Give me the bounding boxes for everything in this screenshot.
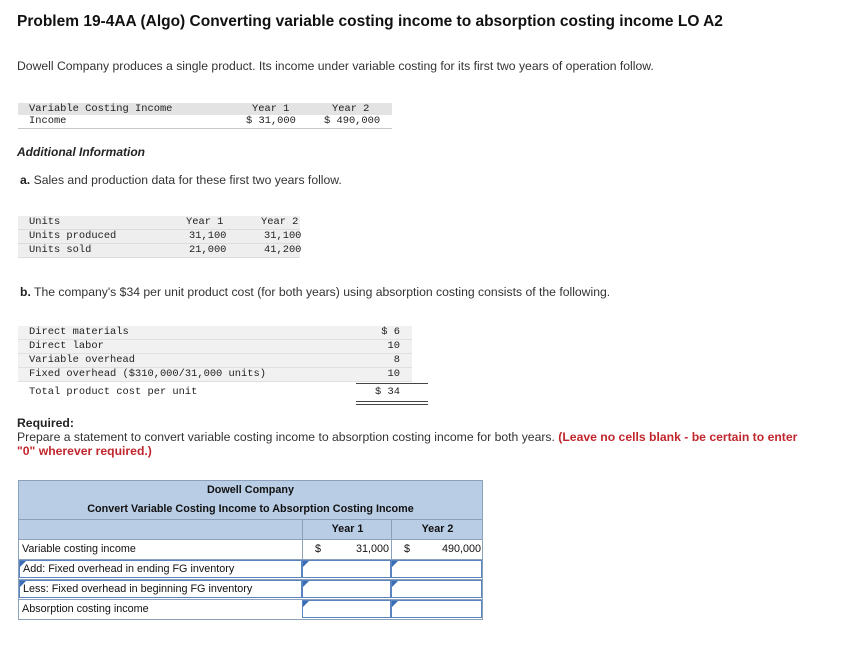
year1-value: $ 31,000: [246, 115, 296, 127]
column-header-year2: Year 2: [421, 523, 454, 535]
table-row-variable-costing-income: [19, 539, 482, 559]
row-label: Units sold: [29, 244, 92, 256]
row-label: Income: [29, 115, 67, 127]
total-row: [18, 386, 412, 399]
total-label: Total product cost per unit: [29, 386, 198, 398]
total-double-underline-top: [356, 401, 428, 402]
label-dropdown-less[interactable]: [19, 580, 302, 598]
part-b-body: The company's $34 per unit product cost (for both years) using absorption costing consists of the following.: [34, 285, 611, 299]
worksheet-title-row: [19, 500, 482, 519]
table-row: [18, 354, 412, 368]
year2-value: $ 490,000: [324, 115, 381, 127]
row-label: Variable overhead: [29, 354, 136, 366]
column-header-year2: Year 2: [261, 216, 299, 228]
table-row: [18, 326, 412, 340]
table-row-absorption-costing-income: [19, 599, 482, 619]
table-row-add-ending-inventory: [19, 559, 482, 579]
column-header-label: Variable Costing Income: [29, 103, 173, 115]
year1-cell: [302, 540, 392, 559]
worksheet-company: Dowell Company: [207, 484, 294, 496]
year2-value: 31,100: [264, 230, 302, 242]
row-label: Direct materials: [29, 326, 129, 338]
row-label: Absorption costing income: [22, 603, 149, 615]
total-double-underline-bottom: [356, 404, 428, 405]
intro-text: Dowell Company produces a single product. Its income under variable costing for its first two years of operation follow.: [17, 59, 654, 73]
table-row: [18, 230, 300, 244]
column-header-year1: Year 1: [331, 523, 364, 535]
column-header-year2: Year 2: [332, 103, 370, 115]
currency-symbol: $: [404, 543, 411, 555]
table-header: [18, 216, 300, 230]
year1-column: [302, 520, 392, 539]
year1-input-add[interactable]: [302, 560, 391, 578]
row-label: Direct labor: [29, 340, 104, 352]
worksheet-company-row: [19, 481, 482, 500]
table-row: [18, 368, 412, 382]
part-b-text: [20, 285, 610, 299]
row-value: 10: [387, 368, 400, 380]
column-header-year1: Year 1: [186, 216, 224, 228]
table-row: [18, 340, 412, 354]
required-text: Prepare a statement to convert variable costing income to absorption costing income for both years.: [17, 430, 555, 444]
worksheet-column-headers: [19, 519, 482, 539]
label-dropdown-add[interactable]: [19, 560, 302, 578]
part-a-letter: a.: [20, 173, 31, 187]
required-label: Required:: [17, 416, 74, 430]
table-row-less-beginning-inventory: [19, 579, 482, 599]
year1-value: 31,100: [189, 230, 227, 242]
column-header-units: Units: [29, 216, 61, 228]
row-value: $ 6: [381, 326, 400, 338]
required-note: (Leave no cells blank - be certain to enter "0" wherever required.): [17, 430, 798, 458]
conversion-worksheet: [18, 480, 483, 620]
year2-input-absorption[interactable]: [391, 600, 482, 618]
row-label: Variable costing income: [22, 543, 136, 555]
year1-value: 21,000: [189, 244, 227, 256]
row-value: 8: [393, 354, 400, 366]
part-a-text: [20, 173, 342, 187]
row-label: Add: Fixed overhead in ending FG inventory: [23, 563, 235, 575]
page-title: Problem 19-4AA (Algo) Converting variable costing income to absorption costing income LO A2: [17, 13, 723, 30]
year2-column: [391, 520, 483, 539]
year1-input-less[interactable]: [302, 580, 391, 598]
total-value: $ 34: [375, 386, 400, 398]
year1-input-absorption[interactable]: [302, 600, 391, 618]
year2-input-less[interactable]: [391, 580, 482, 598]
year2-value: 490,000: [441, 543, 481, 555]
row-value: 10: [387, 340, 400, 352]
product-cost-table: [18, 326, 412, 399]
table-row: [18, 244, 300, 258]
variable-costing-income-table: [18, 103, 392, 129]
year1-value: 31,000: [355, 543, 389, 555]
row-label: Fixed overhead ($310,000/31,000 units): [29, 368, 266, 380]
part-a-body: Sales and production data for these first two years follow.: [33, 173, 342, 187]
additional-information-heading: Additional Information: [17, 145, 145, 159]
column-header-year1: Year 1: [252, 103, 290, 115]
part-b-letter: b.: [20, 285, 31, 299]
row-label: Units produced: [29, 230, 117, 242]
table-header: [18, 103, 392, 115]
worksheet-title: Convert Variable Costing Income to Absorption Costing Income: [87, 503, 414, 515]
required-section: [17, 416, 817, 458]
units-table: [18, 216, 300, 258]
year2-input-add[interactable]: [391, 560, 482, 578]
subtotal-underline: [356, 383, 428, 384]
row-label: Less: Fixed overhead in beginning FG inventory: [23, 583, 253, 595]
table-row: [18, 115, 392, 129]
currency-symbol: $: [315, 543, 322, 555]
year2-cell: [391, 540, 483, 559]
year2-value: 41,200: [264, 244, 302, 256]
